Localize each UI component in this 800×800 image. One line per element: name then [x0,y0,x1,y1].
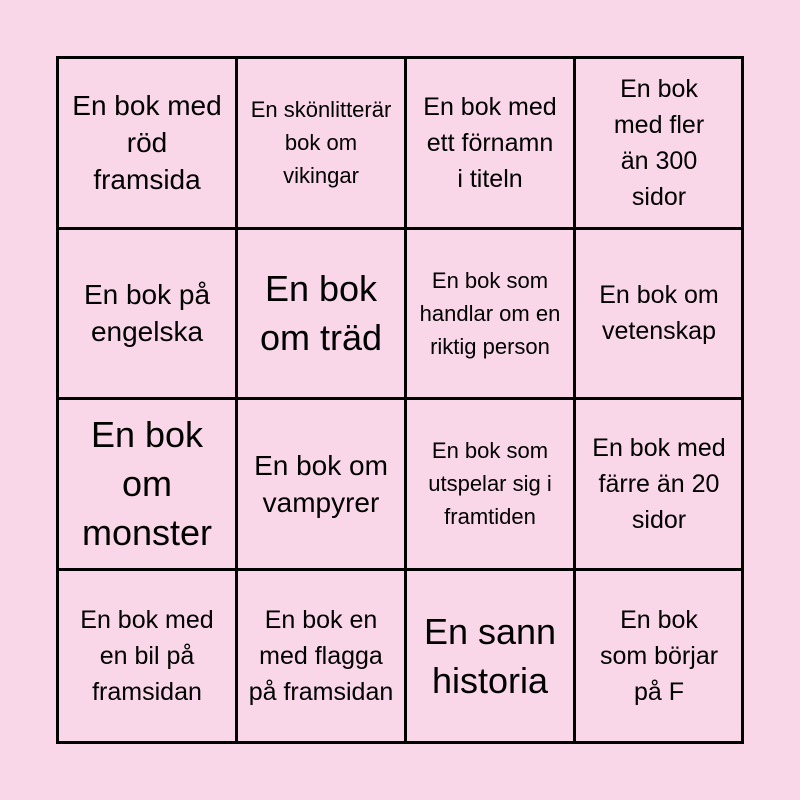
bingo-cell-label: En bok med ett förnamn i titeln [423,92,557,193]
bingo-cell-label: En bok om vetenskap [599,281,719,346]
bingo-cell-label: En bok om träd [259,268,383,359]
bingo-cell-label: En bok med en bil på framsidan [80,605,214,706]
bingo-cell-label: En bok om monster [81,414,213,554]
bingo-cell-10[interactable] [238,400,407,571]
bingo-cell-13[interactable] [59,571,238,742]
bingo-cell-label: En bok en med flagga på framsidan [248,605,394,706]
bingo-cell-5[interactable] [59,230,238,401]
bingo-cell-label: En bok som handlar om en riktig person [419,267,561,359]
bingo-board [56,56,744,744]
bingo-cell-label: En sann historia [423,610,557,701]
bingo-cell-6[interactable] [238,230,407,401]
bingo-cell-label: En bok med fler än 300 sidor [613,74,705,211]
bingo-cell-label: En bok som utspelar sig i framtiden [428,438,552,530]
bingo-cell-label: En bok med färre än 20 sidor [592,433,726,534]
bingo-cell-2[interactable] [238,59,407,230]
bingo-cell-14[interactable] [238,571,407,742]
bingo-cell-label: En bok på engelska [83,279,211,348]
bingo-cell-1[interactable] [59,59,238,230]
bingo-cell-16[interactable] [576,571,742,742]
bingo-cell-15[interactable] [407,571,576,742]
bingo-cell-3[interactable] [407,59,576,230]
bingo-cell-9[interactable] [59,400,238,571]
bingo-cell-label: En bok om vampyrer [254,449,388,518]
bingo-cell-11[interactable] [407,400,576,571]
bingo-cell-8[interactable] [576,230,742,401]
bingo-cell-label: En bok med röd framsida [72,90,222,196]
bingo-cell-12[interactable] [576,400,742,571]
bingo-cell-4[interactable] [576,59,742,230]
bingo-cell-label: En bok som börjar på F [599,605,719,706]
bingo-cell-7[interactable] [407,230,576,401]
bingo-cell-label: En skönlitterär bok om vikingar [250,97,392,189]
